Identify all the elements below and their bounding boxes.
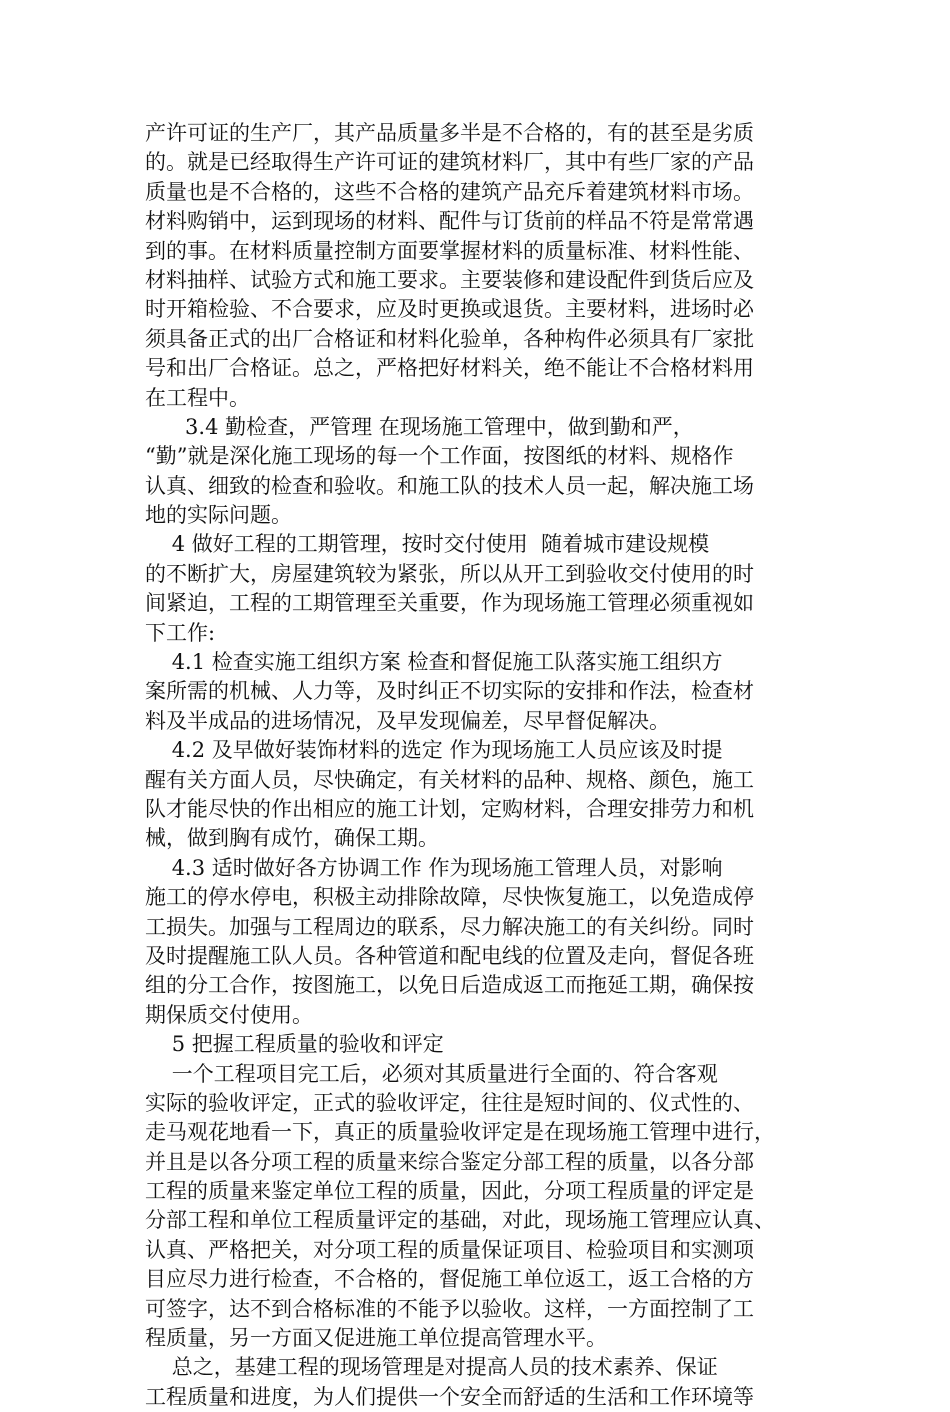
section-heading-line: 4.2 及早做好装饰材料的选定 作为现场施工人员应该及时提 — [145, 738, 723, 763]
text-line: 工损失。加强与工程周边的联系，尽力解决施工的有关纠纷。同时 — [145, 914, 754, 939]
text-line: 工程质量和进度，为人们提供一个安全而舒适的生活和工作环境等 — [145, 1384, 754, 1409]
text-line: 可签字，达不到合格标准的不能予以验收。这样，一方面控制了工 — [145, 1296, 754, 1321]
text-line: 施工的停水停电，积极主动排除故障，尽快恢复施工，以免造成停 — [145, 885, 754, 910]
text-line: 并且是以各分项工程的质量来综合鉴定分部工程的质量，以各分部 — [145, 1149, 754, 1174]
text-line: 质量也是不合格的，这些不合格的建筑产品充斥着建筑材料市场。 — [145, 179, 754, 204]
text-line: “勤”就是深化施工现场的每一个工作面，按图纸的材料、规格作 — [145, 444, 734, 469]
text-line: 目应尽力进行检查，不合格的，督促施工单位返工，返工合格的方 — [145, 1267, 754, 1292]
text-line: 在工程中。 — [145, 385, 250, 410]
text-line: 产许可证的生产厂，其产品质量多半是不合格的，有的甚至是劣质 — [145, 121, 754, 145]
text-line: 的。就是已经取得生产许可证的建筑材料厂，其中有些厂家的产品 — [145, 150, 754, 175]
text-line: 材料购销中，运到现场的材料、配件与订货前的样品不符是常常遇 — [145, 209, 754, 234]
text-line: 号和出厂合格证。总之，严格把好材料关，绝不能让不合格材料用 — [145, 356, 754, 381]
text-line: 案所需的机械、人力等，及时纠正不切实际的安排和作法，检查材 — [145, 679, 754, 704]
text-line: 组的分工合作，按图施工，以免日后造成返工而拖延工期，确保按 — [145, 973, 754, 998]
section-heading-line: 4.1 检查实施工组织方案 检查和督促施工队落实施工组织方 — [145, 650, 723, 675]
section-heading-line: 5 把握工程质量的验收和评定 — [145, 1032, 444, 1057]
text-line: 认真、细致的检查和验收。和施工队的技术人员一起，解决施工场 — [145, 473, 754, 498]
text-line: 程质量，另一方面又促进施工单位提高管理水平。 — [145, 1326, 607, 1351]
section-heading-line: 4 做好工程的工期管理，按时交付使用 随着城市建设规模 — [145, 532, 710, 557]
text-line: 须具备正式的出厂合格证和材料化验单，各种构件必须具有厂家批 — [145, 326, 754, 351]
text-line: 分部工程和单位工程质量评定的基础，对此，现场施工管理应认真、 — [145, 1208, 775, 1233]
paragraph-start-line: 一个工程项目完工后，必须对其质量进行全面的、符合客观 — [145, 1061, 718, 1086]
text-line: 期保质交付使用。 — [145, 1002, 313, 1027]
text-line: 械，做到胸有成竹，确保工期。 — [145, 826, 439, 851]
text-line: 下工作: — [145, 620, 216, 645]
section-heading-line: 3.4 勤检查，严管理 在现场施工管理中，做到勤和严， — [145, 414, 694, 439]
text-line: 工程的质量来鉴定单位工程的质量，因此，分项工程质量的评定是 — [145, 1179, 754, 1204]
text-line: 料及半成品的进场情况，及早发现偏差，尽早督促解决。 — [145, 708, 670, 733]
text-line: 及时提醒施工队人员。各种管道和配电线的位置及走向，督促各班 — [145, 943, 754, 968]
text-line: 材料抽样、试验方式和施工要求。主要装修和建设配件到货后应及 — [145, 267, 754, 292]
text-line: 到的事。在材料质量控制方面要掌握材料的质量标准、材料性能、 — [145, 238, 754, 263]
text-line: 实际的验收评定，正式的验收评定，往往是短时间的、仪式性的、 — [145, 1090, 754, 1115]
text-line: 地的实际问题。 — [145, 503, 292, 528]
text-line: 认真、严格把关，对分项工程的质量保证项目、检验项目和实测项 — [145, 1237, 754, 1262]
body-text — [145, 119, 805, 1412]
text-line: 时开箱检验、不合要求，应及时更换或退货。主要材料，进场时必 — [145, 297, 754, 322]
text-line: 的不断扩大，房屋建筑较为紧张，所以从开工到验收交付使用的时 — [145, 561, 754, 586]
paragraph-start-line: 总之，基建工程的现场管理是对提高人员的技术素养、保证 — [145, 1355, 718, 1380]
text-line: 走马观花地看一下，真正的质量验收评定是在现场施工管理中进行， — [145, 1120, 775, 1145]
text-line: 间紧迫，工程的工期管理至关重要，作为现场施工管理必须重视如 — [145, 591, 754, 616]
text-line: 醒有关方面人员，尽快确定，有关材料的品种、规格、颜色，施工 — [145, 767, 754, 792]
text-line: 队才能尽快的作出相应的施工计划，定购材料，合理安排劳力和机 — [145, 796, 754, 821]
section-heading-line: 4.3 适时做好各方协调工作 作为现场施工管理人员，对影响 — [145, 855, 723, 880]
